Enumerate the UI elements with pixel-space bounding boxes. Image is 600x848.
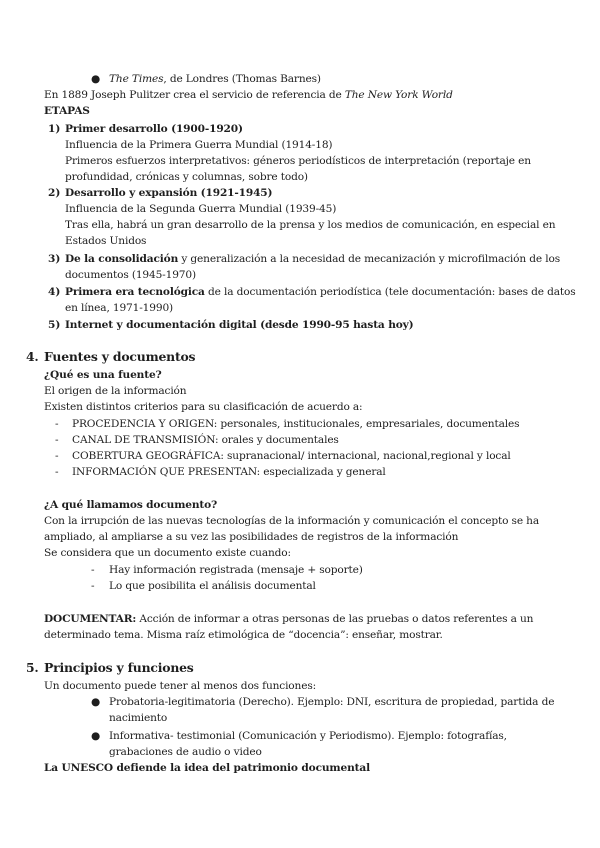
pulitzer-title: The New York World (344, 89, 453, 101)
etapa-line: Tras ella, habrá un gran desarrollo de la prensa y los medios de comunicación, en especial en (65, 219, 556, 231)
criteria-item: COBERTURA GEOGRÁFICA: supranacional/ internacional, nacional,regional y local (72, 450, 511, 462)
etapa-line: Primeros esfuerzos interpretativos: géneros periodísticos de interpretación (reportaje en (65, 155, 531, 167)
etapa-title: Primer desarrollo (1900-1920) (65, 123, 243, 135)
etapa-title: Desarrollo y expansión (1921-1945) (65, 187, 273, 199)
etapa-title-rest: de la documentación periodística (tele documentación: bases de datos (204, 286, 576, 298)
etapa-title-line (65, 251, 560, 267)
times-title: The Times (109, 73, 164, 85)
paragraph-line: Se considera que un documento existe cuando: (44, 547, 291, 559)
definition-text: Acción de informar a otras personas de las pruebas o datos referentes a un (136, 613, 534, 625)
dash-marker: - (55, 418, 59, 430)
section-number: 4. (26, 349, 39, 364)
etapa-line: documentos (1945-1970) (65, 269, 196, 281)
paragraph-line: ampliado, al ampliarse a su vez las posibilidades de registros de la información (44, 531, 459, 543)
times-rest: , de Londres (Thomas Barnes) (163, 73, 321, 85)
paragraph-line: Existen distintos criterios para su clasificación de acuerdo a: (44, 401, 363, 413)
bullet-marker: ● (91, 73, 101, 85)
dash-marker: - (55, 450, 59, 462)
etapa-title: Primera era tecnológica (65, 286, 205, 298)
definition-term: DOCUMENTAR: (44, 613, 137, 625)
bullet-marker: ● (91, 696, 101, 708)
condition-item: Hay información registrada (mensaje + soporte) (109, 564, 363, 576)
dash-marker: - (55, 434, 59, 446)
etapa-title: De la consolidación (65, 253, 179, 265)
paragraph-line: Con la irrupción de las nuevas tecnologías de la información y comunicación el concepto se ha (44, 515, 540, 527)
question-heading: ¿A qué llamamos documento? (44, 499, 218, 511)
etapa-number: 5) (48, 319, 61, 331)
etapa-title-rest: y generalización a la necesidad de mecanización y microfilmación de los (178, 253, 560, 265)
condition-item: Lo que posibilita el análisis documental (109, 580, 316, 592)
etapa-line: Influencia de la Segunda Guerra Mundial (1939-45) (65, 203, 337, 215)
criteria-item: CANAL DE TRANSMISIÓN: orales y documentales (72, 434, 339, 446)
etapa-title-line (65, 284, 576, 300)
dash-marker: - (55, 466, 59, 478)
function-item: Probatoria-legitimatoria (Derecho). Ejemplo: DNI, escritura de propiedad, partida de (109, 696, 555, 708)
paragraph-line: El origen de la información (44, 385, 187, 397)
section-heading: Fuentes y documentos (44, 349, 196, 364)
etapa-line: profundidad, crónicas y columnas, sobre todo) (65, 171, 308, 183)
etapa-number: 1) (48, 123, 61, 135)
function-item: grabaciones de audio o video (109, 746, 262, 758)
closing-statement: La UNESCO defiende la idea del patrimonio documental (44, 762, 370, 774)
question-heading: ¿Qué es una fuente? (44, 369, 162, 381)
dash-marker: - (91, 564, 95, 576)
etapa-number: 3) (48, 253, 61, 265)
function-item: nacimiento (109, 712, 168, 724)
etapa-line: Influencia de la Primera Guerra Mundial (1914-18) (65, 139, 333, 151)
definition-line: determinado tema. Misma raíz etimológica de “docencia”: enseñar, mostrar. (44, 629, 443, 641)
etapa-title: Internet y documentación digital (desde 1990-95 hasta hoy) (65, 319, 414, 331)
criteria-item: PROCEDENCIA Y ORIGEN: personales, institucionales, empresariales, documentales (72, 418, 520, 430)
etapa-line: Estados Unidos (65, 235, 147, 247)
definition-line (44, 611, 533, 627)
dash-marker: - (91, 580, 95, 592)
section-heading: Principios y funciones (44, 660, 194, 675)
function-item: Informativa- testimonial (Comunicación y Periodismo). Ejemplo: fotografías, (109, 730, 507, 742)
pulitzer-line (44, 87, 453, 103)
pulitzer-text: En 1889 Joseph Pulitzer crea el servicio de referencia de (44, 89, 345, 101)
section-number: 5. (26, 660, 39, 675)
etapas-heading: ETAPAS (44, 105, 90, 117)
bullet-marker: ● (91, 730, 101, 742)
paragraph-line: Un documento puede tener al menos dos funciones: (44, 680, 317, 692)
etapa-line: en línea, 1971-1990) (65, 302, 174, 314)
criteria-item: INFORMACIÓN QUE PRESENTAN: especializada y general (72, 466, 386, 478)
times-line (109, 71, 321, 87)
etapa-number: 4) (48, 286, 61, 298)
etapa-number: 2) (48, 187, 61, 199)
